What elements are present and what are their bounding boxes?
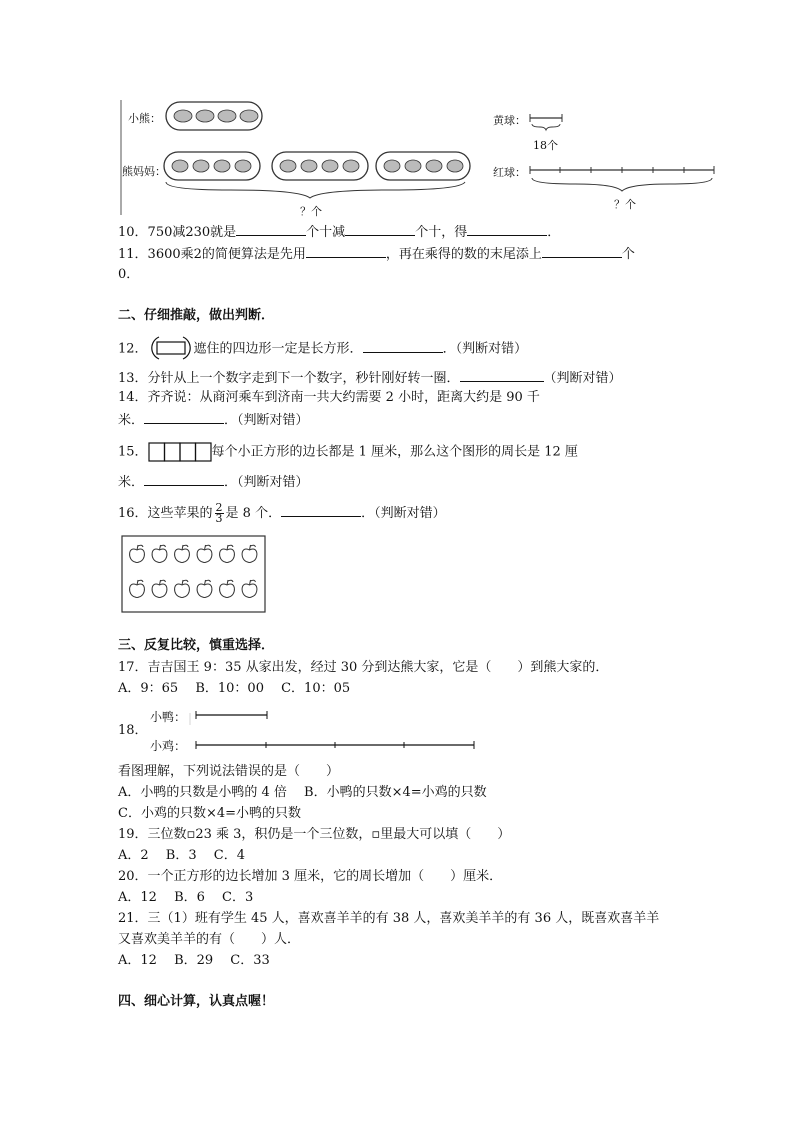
question-13: 13．分针从上一个数字走到下一个数字，秒针刚好转一圈． （判断对错）: [118, 371, 622, 386]
apple-icon: [197, 580, 212, 598]
apple-icon: [220, 545, 235, 563]
apple-icon: [130, 545, 145, 563]
apple-icon: [152, 545, 167, 563]
chick-label: 小鸡：: [150, 739, 187, 753]
question-15-cont: 米． ．（判断对错）: [118, 475, 309, 490]
apple-icon: [152, 580, 167, 598]
answer-blank[interactable]: [467, 223, 547, 236]
answer-blank[interactable]: [144, 473, 224, 486]
bear-label: 小熊：: [128, 112, 161, 125]
mama-label: 熊妈妈：: [122, 165, 166, 178]
question-11-cont: 0．: [118, 267, 140, 282]
apple-icon: [130, 580, 145, 598]
apples-box: [121, 535, 267, 615]
question-16: 16．这些苹果的 $\frac{2}{3}$ 是 8 个． ．（判断对错）: [118, 501, 446, 525]
yellow-ball-label: 黄球：: [493, 114, 526, 127]
squares-figure-icon: [148, 442, 212, 462]
question-18-option-c[interactable]: C．小鸡的只数×4=小鸭的只数: [118, 806, 302, 821]
red-ball-label: 红球：: [493, 166, 526, 179]
question-10: 10．750减230就是 个十减 个十，得 ．: [118, 225, 561, 240]
duck-label: 小鸭：: [150, 710, 187, 724]
question-11: 11．3600乘2的简便算法是先用 ，再在乘得的数的末尾添上 个: [118, 247, 635, 262]
answer-blank[interactable]: [306, 245, 386, 258]
question-21: 21．三（1）班有学生 45 人，喜欢喜羊羊的有 38 人，喜欢美羊羊的有 36 人，既喜欢喜羊羊: [118, 911, 660, 926]
answer-blank[interactable]: [236, 223, 306, 236]
question-14-cont: 米． ．（判断对错）: [118, 413, 309, 428]
yellow-ball-count: 18个: [533, 139, 558, 152]
question-12: 12． 遮住的四边形一定是长方形． ．（判断对错）: [118, 338, 527, 360]
question-20: 20．一个正方形的边长增加 3 厘米，它的周长增加（ ）厘米．: [118, 869, 503, 884]
question-21-options[interactable]: A．12 B．29 C．33: [118, 953, 270, 968]
question-18-number: 18．: [118, 723, 148, 738]
question-19: 19．三位数▫23 乘 3，积仍是一个三位数，▫里最大可以填（ ）: [118, 827, 511, 842]
red-brace-label: ？个: [614, 198, 636, 211]
covered-shape-icon: [148, 338, 194, 360]
apple-icon: [197, 545, 212, 563]
yellow-ball-segment: [530, 114, 570, 138]
apple-icon: [220, 580, 235, 598]
apple-icon: [242, 580, 257, 598]
question-18-options-ab[interactable]: A．小鸭的只数是小鸭的 4 倍 B．小鸭的只数×4=小鸡的只数: [118, 785, 487, 800]
question-15: 15． 每个小正方形的边长都是 1 厘米，那么这个图形的周长是 12 厘: [118, 442, 578, 462]
section-2-title: 二、仔细推敲，做出判断．: [118, 308, 275, 323]
question-17-options[interactable]: A．9：65 B．10：00 C．10：05: [118, 681, 351, 696]
bear-fish-group: [165, 101, 265, 133]
apple-icon: [242, 545, 257, 563]
answer-blank[interactable]: [144, 411, 224, 424]
question-21-cont: 又喜欢美羊羊的有（ ）人．: [118, 932, 301, 947]
answer-blank[interactable]: [345, 223, 415, 236]
fraction-two-thirds: $\frac{2}{3}$: [215, 501, 223, 525]
answer-blank[interactable]: [281, 504, 361, 517]
answer-blank[interactable]: [460, 369, 544, 382]
answer-blank[interactable]: [542, 245, 622, 258]
mama-brace-label: ？个: [300, 205, 322, 218]
question-19-options[interactable]: A．2 B．3 C．4: [118, 848, 245, 863]
mama-fish-groups: [160, 150, 480, 210]
question-14: 14．齐齐说：从商河乘车到济南一共大约需要 2 小时，距离大约是 90 千: [118, 390, 540, 405]
apple-icon: [175, 545, 190, 563]
question-20-options[interactable]: A．12 B．6 C．3: [118, 890, 254, 905]
section-3-title: 三、反复比较，慎重选择．: [118, 638, 275, 653]
duck-chick-segments: [190, 705, 480, 755]
section-4-title: 四、细心计算，认真点喔！: [118, 994, 275, 1009]
answer-blank[interactable]: [363, 340, 443, 353]
apple-icon: [175, 580, 190, 598]
question-18-prompt: 看图理解，下列说法错误的是（ ）: [118, 764, 340, 779]
question-17: 17．吉吉国王 9：35 从家出发，经过 30 分到达熊大家，它是（ ）到熊大家的．: [118, 660, 609, 675]
